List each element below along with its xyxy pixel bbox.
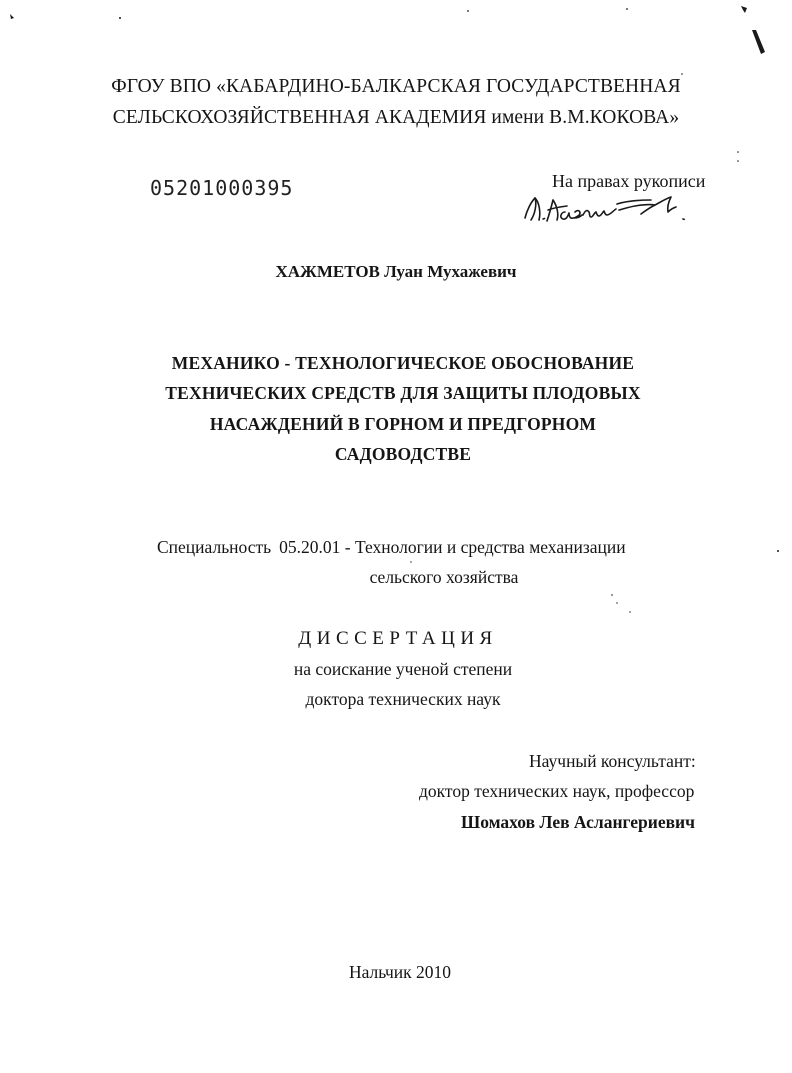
author-signature (517, 188, 707, 230)
title-line-1: МЕХАНИКО - ТЕХНОЛОГИЧЕСКОЕ ОБОСНОВАНИЕ (171, 353, 635, 373)
specialty-line (157, 539, 626, 557)
institution-line-2: СЕЛЬСКОХОЗЯЙСТВЕННАЯ АКАДЕМИЯ имени В.М.КОКОВА» (112, 107, 680, 128)
institution-line-1: ФГОУ ВПО «КАБАРДИНО-БАЛКАРСКАЯ ГОСУДАРСТВЕННАЯ (111, 76, 681, 97)
document-type: ДИССЕРТАЦИЯ (298, 628, 498, 649)
specialty-code-name: 05.20.01 - Технологии и средства механизации (279, 537, 626, 557)
registration-code: 05201000395 (150, 176, 294, 200)
degree-line-1: на соискание ученой степени (293, 659, 513, 679)
manuscript-rights-note: На правах рукописи (552, 171, 706, 191)
advisor-title: доктор технических наук, профессор (419, 781, 695, 801)
specialty-label: Специальность (157, 537, 272, 557)
place-and-year: Нальчик 2010 (349, 962, 451, 982)
advisor-label: Научный консультант: (529, 751, 696, 771)
degree-line-2: доктора технических наук (305, 689, 501, 709)
title-line-3: НАСАЖДЕНИЙ В ГОРНОМ И ПРЕДГОРНОМ (209, 414, 597, 434)
advisor-name: Шомахов Лев Аслангериевич (461, 812, 696, 832)
specialty-name-continued: сельского хозяйства (369, 567, 519, 587)
title-line-2: ТЕХНИЧЕСКИХ СРЕДСТВ ДЛЯ ЗАЩИТЫ ПЛОДОВЫХ (165, 383, 641, 403)
title-line-4: САДОВОДСТВЕ (334, 444, 472, 464)
author-name: ХАЖМЕТОВ Луан Мухажевич (275, 262, 517, 281)
